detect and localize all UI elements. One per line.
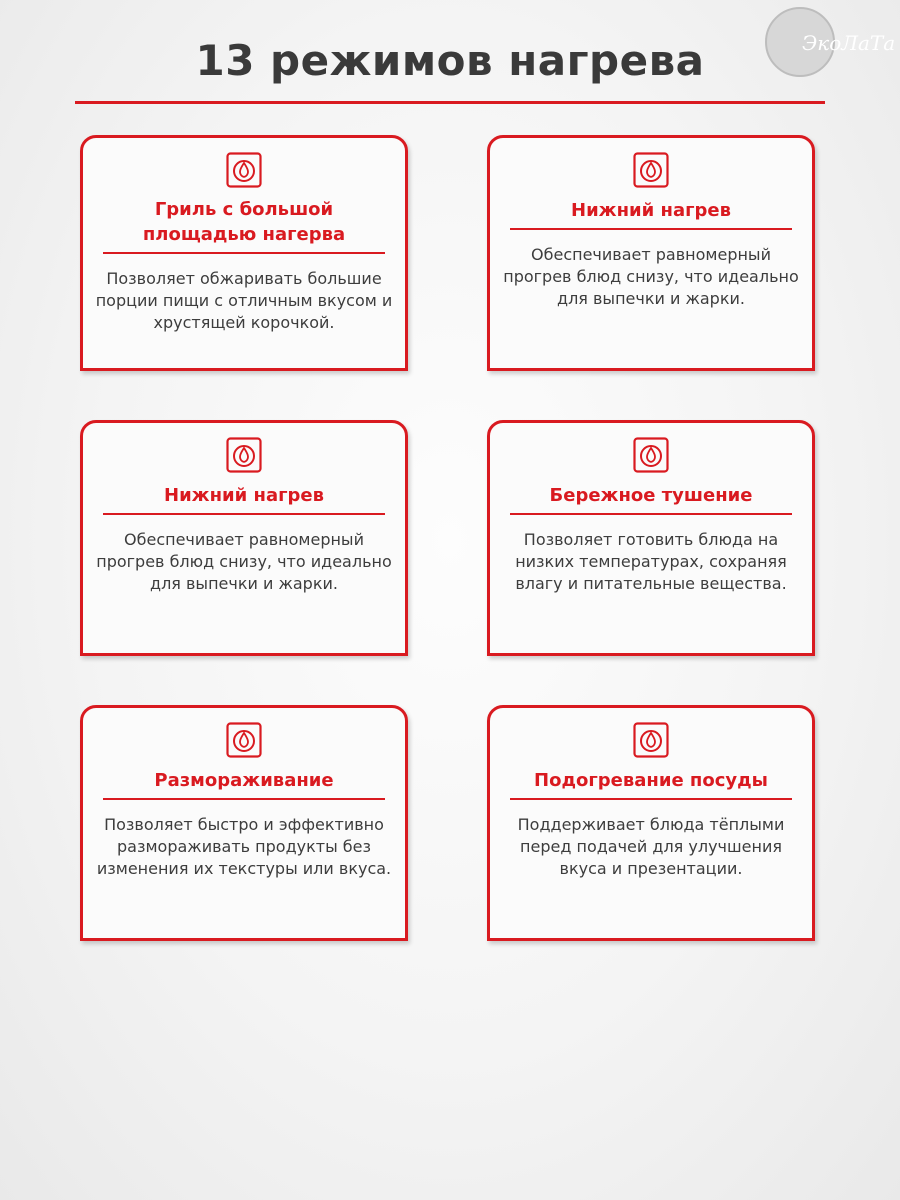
mode-card-title: Гриль с большой площадью нагерва	[103, 196, 385, 254]
mode-card-description: Поддерживает блюда тёплыми перед подачей для улучшения вкуса и презентации.	[517, 815, 785, 878]
mode-card-description: Обеспечивает равномерный прогрев блюд снизу, что идеально для выпечки и жарки.	[96, 530, 392, 593]
heat-mode-icon	[226, 722, 262, 758]
mode-card-description: Позволяет быстро и эффективно размораживать продукты без изменения их текстуры или вкуса.	[96, 815, 392, 878]
mode-card-title: Подогревание посуды	[510, 766, 792, 800]
mode-card-title: Нижний нагрев	[103, 481, 385, 515]
mode-card-title: Бережное тушение	[510, 481, 792, 515]
heat-mode-icon	[633, 437, 669, 473]
mode-card-dish-warming	[487, 705, 815, 941]
mode-card-title: Нижний нагрев	[510, 196, 792, 230]
title-divider	[75, 101, 825, 104]
mode-card-bottom-heat	[487, 135, 815, 371]
heat-mode-icon	[226, 152, 262, 188]
mode-card-description: Позволяет готовить блюда на низких температурах, сохраняя влагу и питательные вещества.	[515, 530, 787, 593]
mode-card-title: Размораживание	[103, 766, 385, 800]
mode-card-grill	[80, 135, 408, 371]
mode-card-defrost	[80, 705, 408, 941]
brand-logo-text: ЭкоЛаТа	[802, 31, 896, 55]
mode-card-description: Позволяет обжаривать большие порции пищи с отличным вкусом и хрустящей корочкой.	[95, 269, 393, 332]
heat-mode-icon	[633, 152, 669, 188]
heat-mode-icon	[633, 722, 669, 758]
mode-card-description: Обеспечивает равномерный прогрев блюд снизу, что идеально для выпечки и жарки.	[503, 245, 799, 308]
mode-card-gentle-stew	[487, 420, 815, 656]
heat-mode-icon	[226, 437, 262, 473]
page-title: 13 режимов нагрева	[195, 36, 705, 85]
mode-card-bottom-heat-2	[80, 420, 408, 656]
